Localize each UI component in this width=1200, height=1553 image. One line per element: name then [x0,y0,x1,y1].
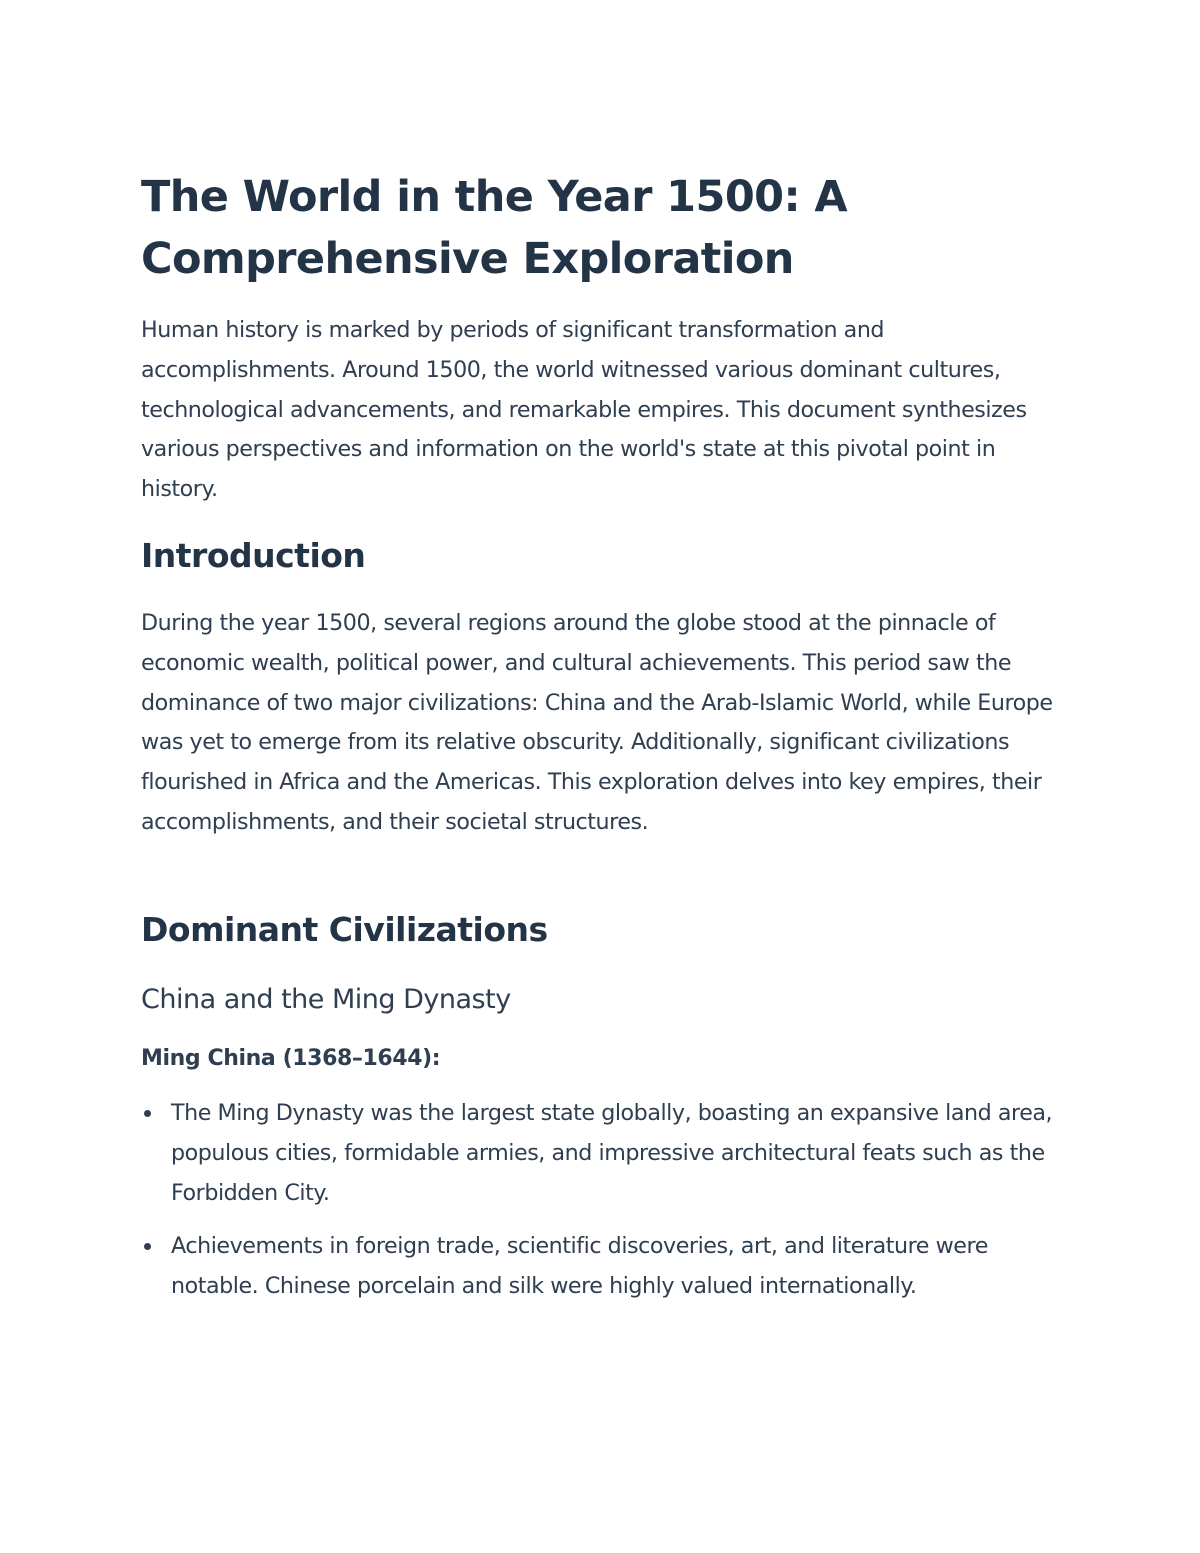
list-item-text: Achievements in foreign trade, scientific discoveries, art, and literature were notable. Chinese porcelain and silk were highly valued internationally. [171,1233,988,1300]
intro-paragraph: Human history is marked by periods of significant transformation and accomplishments. Around 1500, the world witnessed various dominant cultures, technological advancements, and remarkable empires. This document synthesizes various perspectives and information on the world's state at this pivotal point in history. [141,317,1027,503]
introduction-paragraph: During the year 1500, several regions around the globe stood at the pinnacle of economic wealth, political power, and cultural achievements. This period saw the dominance of two major civilizations: China and the Arab-Islamic World, while Europe was yet to emerge from its relative obscurity. Additionally, significant civilizations flourished in Africa and the Americas. This exploration delves into key empires, their accomplishments, and their societal structures. [141,610,1053,835]
section-heading-introduction: Introduction [141,536,366,575]
bullet-dot-icon [144,1243,151,1250]
bullet-dot-icon [144,1110,151,1117]
list-item [141,1227,1061,1307]
list-item [141,1094,1061,1213]
document-title: The World in the Year 1500: A Comprehensive Exploration [141,172,848,284]
list-item-text: The Ming Dynasty was the largest state globally, boasting an expansive land area, populous cities, formidable armies, and impressive architectural feats such as the Forbidden City. [171,1100,1053,1206]
section-heading-dominant-civilizations: Dominant Civilizations [141,910,548,949]
subsection-heading-china-ming: China and the Ming Dynasty [141,984,511,1015]
ming-china-label: Ming China (1368–1644): [141,1046,441,1071]
ming-bullet-list [141,1094,1071,1321]
